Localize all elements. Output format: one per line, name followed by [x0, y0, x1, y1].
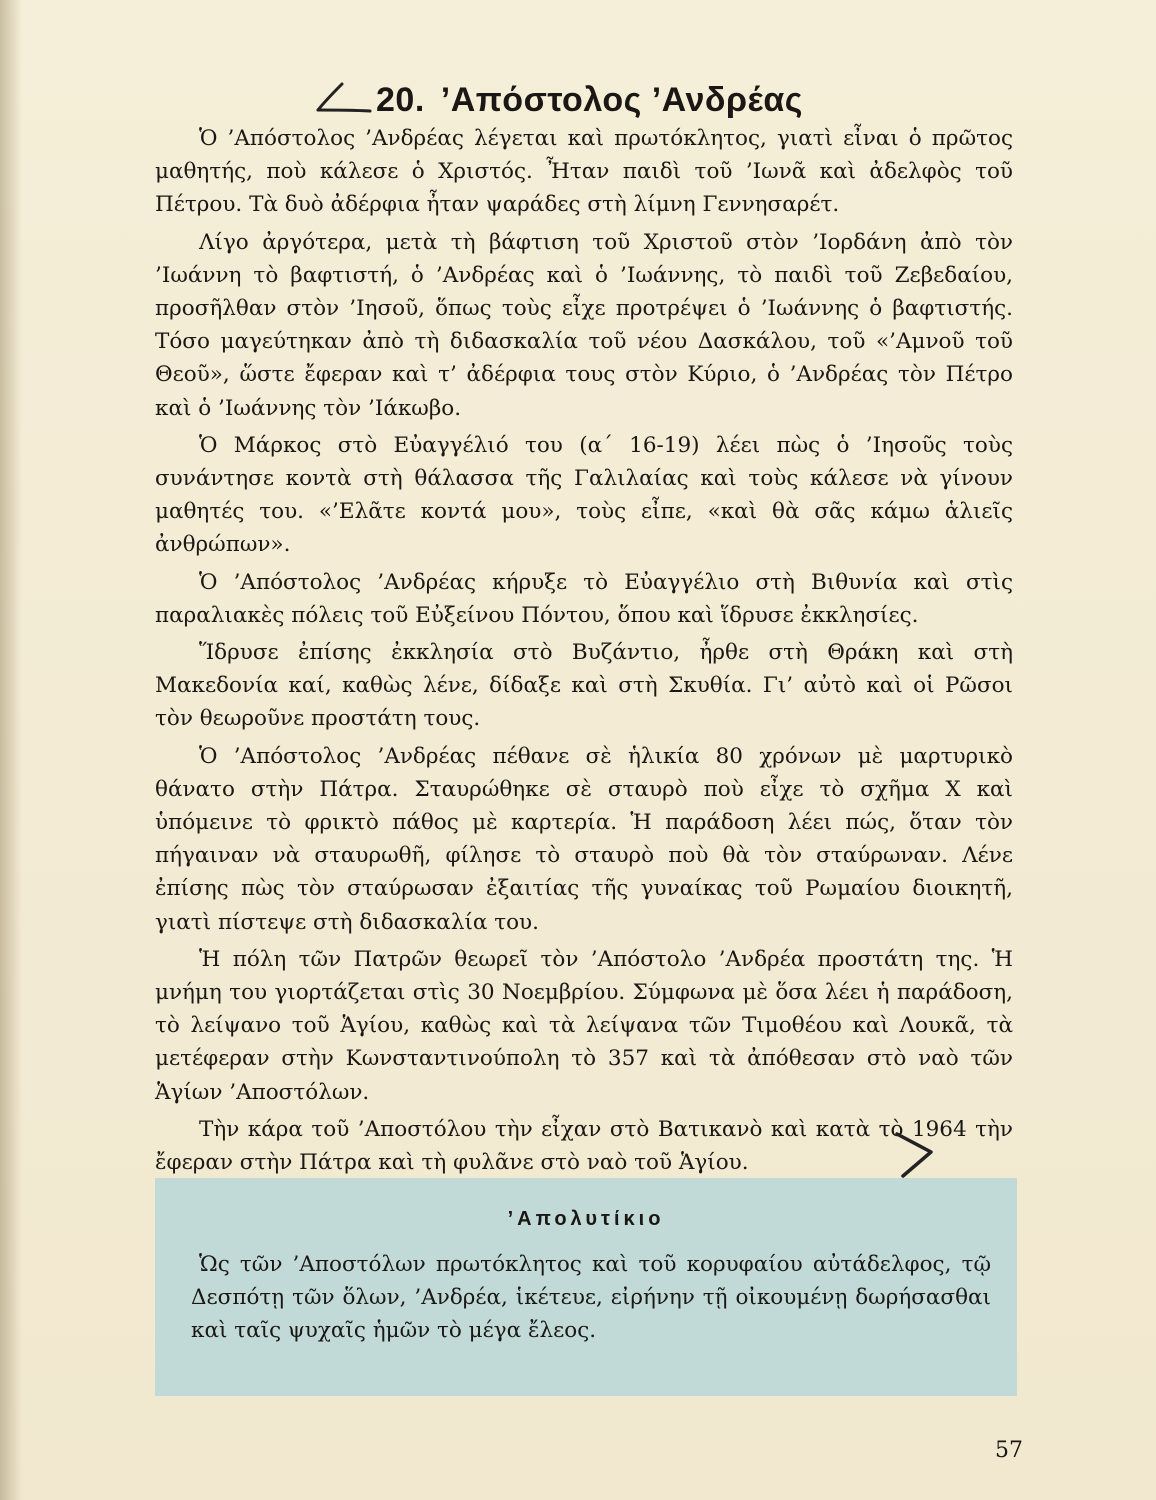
chapter-title: ’Απόστολος ’Ανδρέας: [440, 80, 803, 119]
apolytikion-text: Ὡς τῶν ’Αποστόλων πρωτόκλητος καὶ τοῦ κορυφαίου αὐτάδελφος, τῷ Δεσπότῃ τῶν ὅλων, ’Ανδρέα, ἱκέτευε, εἰρήνην τῇ οἰκουμένῃ δωρήσασθαι καὶ ταῖς ψυχαῖς ἡμῶν τὸ μέγα ἔλεος.: [191, 1252, 991, 1343]
chapter-heading: [310, 72, 830, 128]
page-number: 57: [995, 1438, 1023, 1463]
apolytikion-title: ’Απολυτίκιο: [507, 1208, 665, 1230]
paragraph: Ὁ ’Απόστολος ’Ανδρέας πέθανε σὲ ἡλικία 80 χρόνων μὲ μαρτυρικὸ θάνατο στὴν Πάτρα. Σταυρώθηκε σὲ σταυρὸ ποὺ εἶχε τὸ σχῆμα Χ καὶ ὑπόμεινε τὸ φρικτὸ πάθος μὲ καρτερία. Ἡ παράδοση λέει πώς, ὅταν τὸν πήγαιναν νὰ σταυρωθῆ, φίλησε τὸ σταυρὸ ποὺ θὰ τὸν σταύρωναν. Λένε ἐπίσης πὼς τὸν σταύρωσαν ἐξαιτίας τῆς γυναίκας τοῦ Ρωμαίου διοικητῆ, γιατὶ πίστεψε στὴ διδασκαλία του.: [155, 743, 1013, 935]
pencil-mark-icon: [310, 80, 372, 120]
paragraph: Ὁ ’Απόστολος ’Ανδρέας κήρυξε τὸ Εὐαγγέλιο στὴ Βιθυνία καὶ στὶς παραλιακὲς πόλεις τοῦ Εὐξείνου Πόντου, ὅπου καὶ ἵδρυσε ἐκκλησίες.: [155, 569, 1013, 628]
paragraph: Λίγο ἀργότερα, μετὰ τὴ βάφτιση τοῦ Χριστοῦ στὸν ’Ιορδάνη ἀπὸ τὸν ’Ιωάννη τὸ βαφτιστή, ὁ ’Ανδρέας καὶ ὁ ’Ιωάννης, τὸ παιδὶ τοῦ Ζεβεδαίου, προσῆλθαν στὸν ’Ιησοῦ, ὅπως τοὺς εἶχε προτρέψει ὁ ’Ιωάννης ὁ βαφτιστής. Τόσο μαγεύτηκαν ἀπὸ τὴ διδασκαλία τοῦ νέου Δασκάλου, τοῦ «’Αμνοῦ τοῦ Θεοῦ», ὥστε ἔφεραν καὶ τ’ ἀδέρφια τους στὸν Κύριο, ὁ ’Ανδρέας τὸν Πέτρο καὶ ὁ ’Ιωάννης τὸν ’Ιάκωβο.: [155, 229, 1013, 421]
paragraph: Ὁ ’Απόστολος ’Ανδρέας λέγεται καὶ πρωτόκλητος, γιατὶ εἶναι ὁ πρῶτος μαθητής, ποὺ κάλεσε ὁ Χριστός. Ἦταν παιδὶ τοῦ ’Ιωνᾶ καὶ ἀδελφὸς τοῦ Πέτρου. Τὰ δυὸ ἀδέρφια ἦταν ψαράδες στὴ λίμνη Γεννησαρέτ.: [155, 126, 1013, 218]
paragraph: Ἵδρυσε ἐπίσης ἐκκλησία στὸ Βυζάντιο, ἦρθε στὴ Θράκη καὶ στὴ Μακεδονία καί, καθὼς λένε, δίδαξε καὶ στὴ Σκυθία. Γι’ αὐτὸ καὶ οἱ Ρῶσοι τὸν θεωροῦνε προστάτη τους.: [155, 640, 1013, 732]
page-title: [376, 81, 803, 120]
apolytikion-box: [155, 1178, 1017, 1396]
paragraph: Τὴν κάρα τοῦ ’Αποστόλου τὴν εἶχαν στὸ Βατικανὸ καὶ κατὰ τὸ 1964 τὴν ἔφεραν στὴν Πάτρα καὶ τὴ φυλᾶνε στὸ ναὸ τοῦ Ἁγίου.: [155, 1116, 1013, 1176]
chapter-number: 20.: [376, 80, 425, 119]
paragraph: Ὁ Μάρκος στὸ Εὐαγγέλιό του (α΄ 16-19) λέει πὼς ὁ ’Ιησοῦς τοὺς συνάντησε κοντὰ στὴ θάλασσα τῆς Γαλιλαίας καὶ τοὺς κάλεσε νὰ γίνουν μαθητές του. «’Ελᾶτε κοντά μου», τοὺς εἶπε, «καὶ θὰ σᾶς κάμω ἁλιεῖς ἀνθρώπων».: [155, 432, 1013, 558]
page-binding-shadow: [0, 0, 22, 1500]
paragraph: Ἡ πόλη τῶν Πατρῶν θεωρεῖ τὸν ’Απόστολο ’Ανδρέα προστάτη της. Ἡ μνήμη του γιορτάζεται στὶς 30 Νοεμβρίου. Σύμφωνα μὲ ὅσα λέει ἡ παράδοση, τὸ λείψανο τοῦ Ἁγίου, καθὼς καὶ τὰ λείψανα τῶν Τιμοθέου καὶ Λουκᾶ, τὰ μετέφεραν στὴν Κωνσταντινούπολη τὸ 357 καὶ τὰ ἀπόθεσαν στὸ ναὸ τῶν Ἁγίων ’Αποστόλων.: [155, 946, 1013, 1105]
article-body: [155, 122, 1013, 1183]
apolytikion-text-block: [191, 1248, 991, 1347]
end-bracket-mark-icon: [893, 1128, 935, 1180]
